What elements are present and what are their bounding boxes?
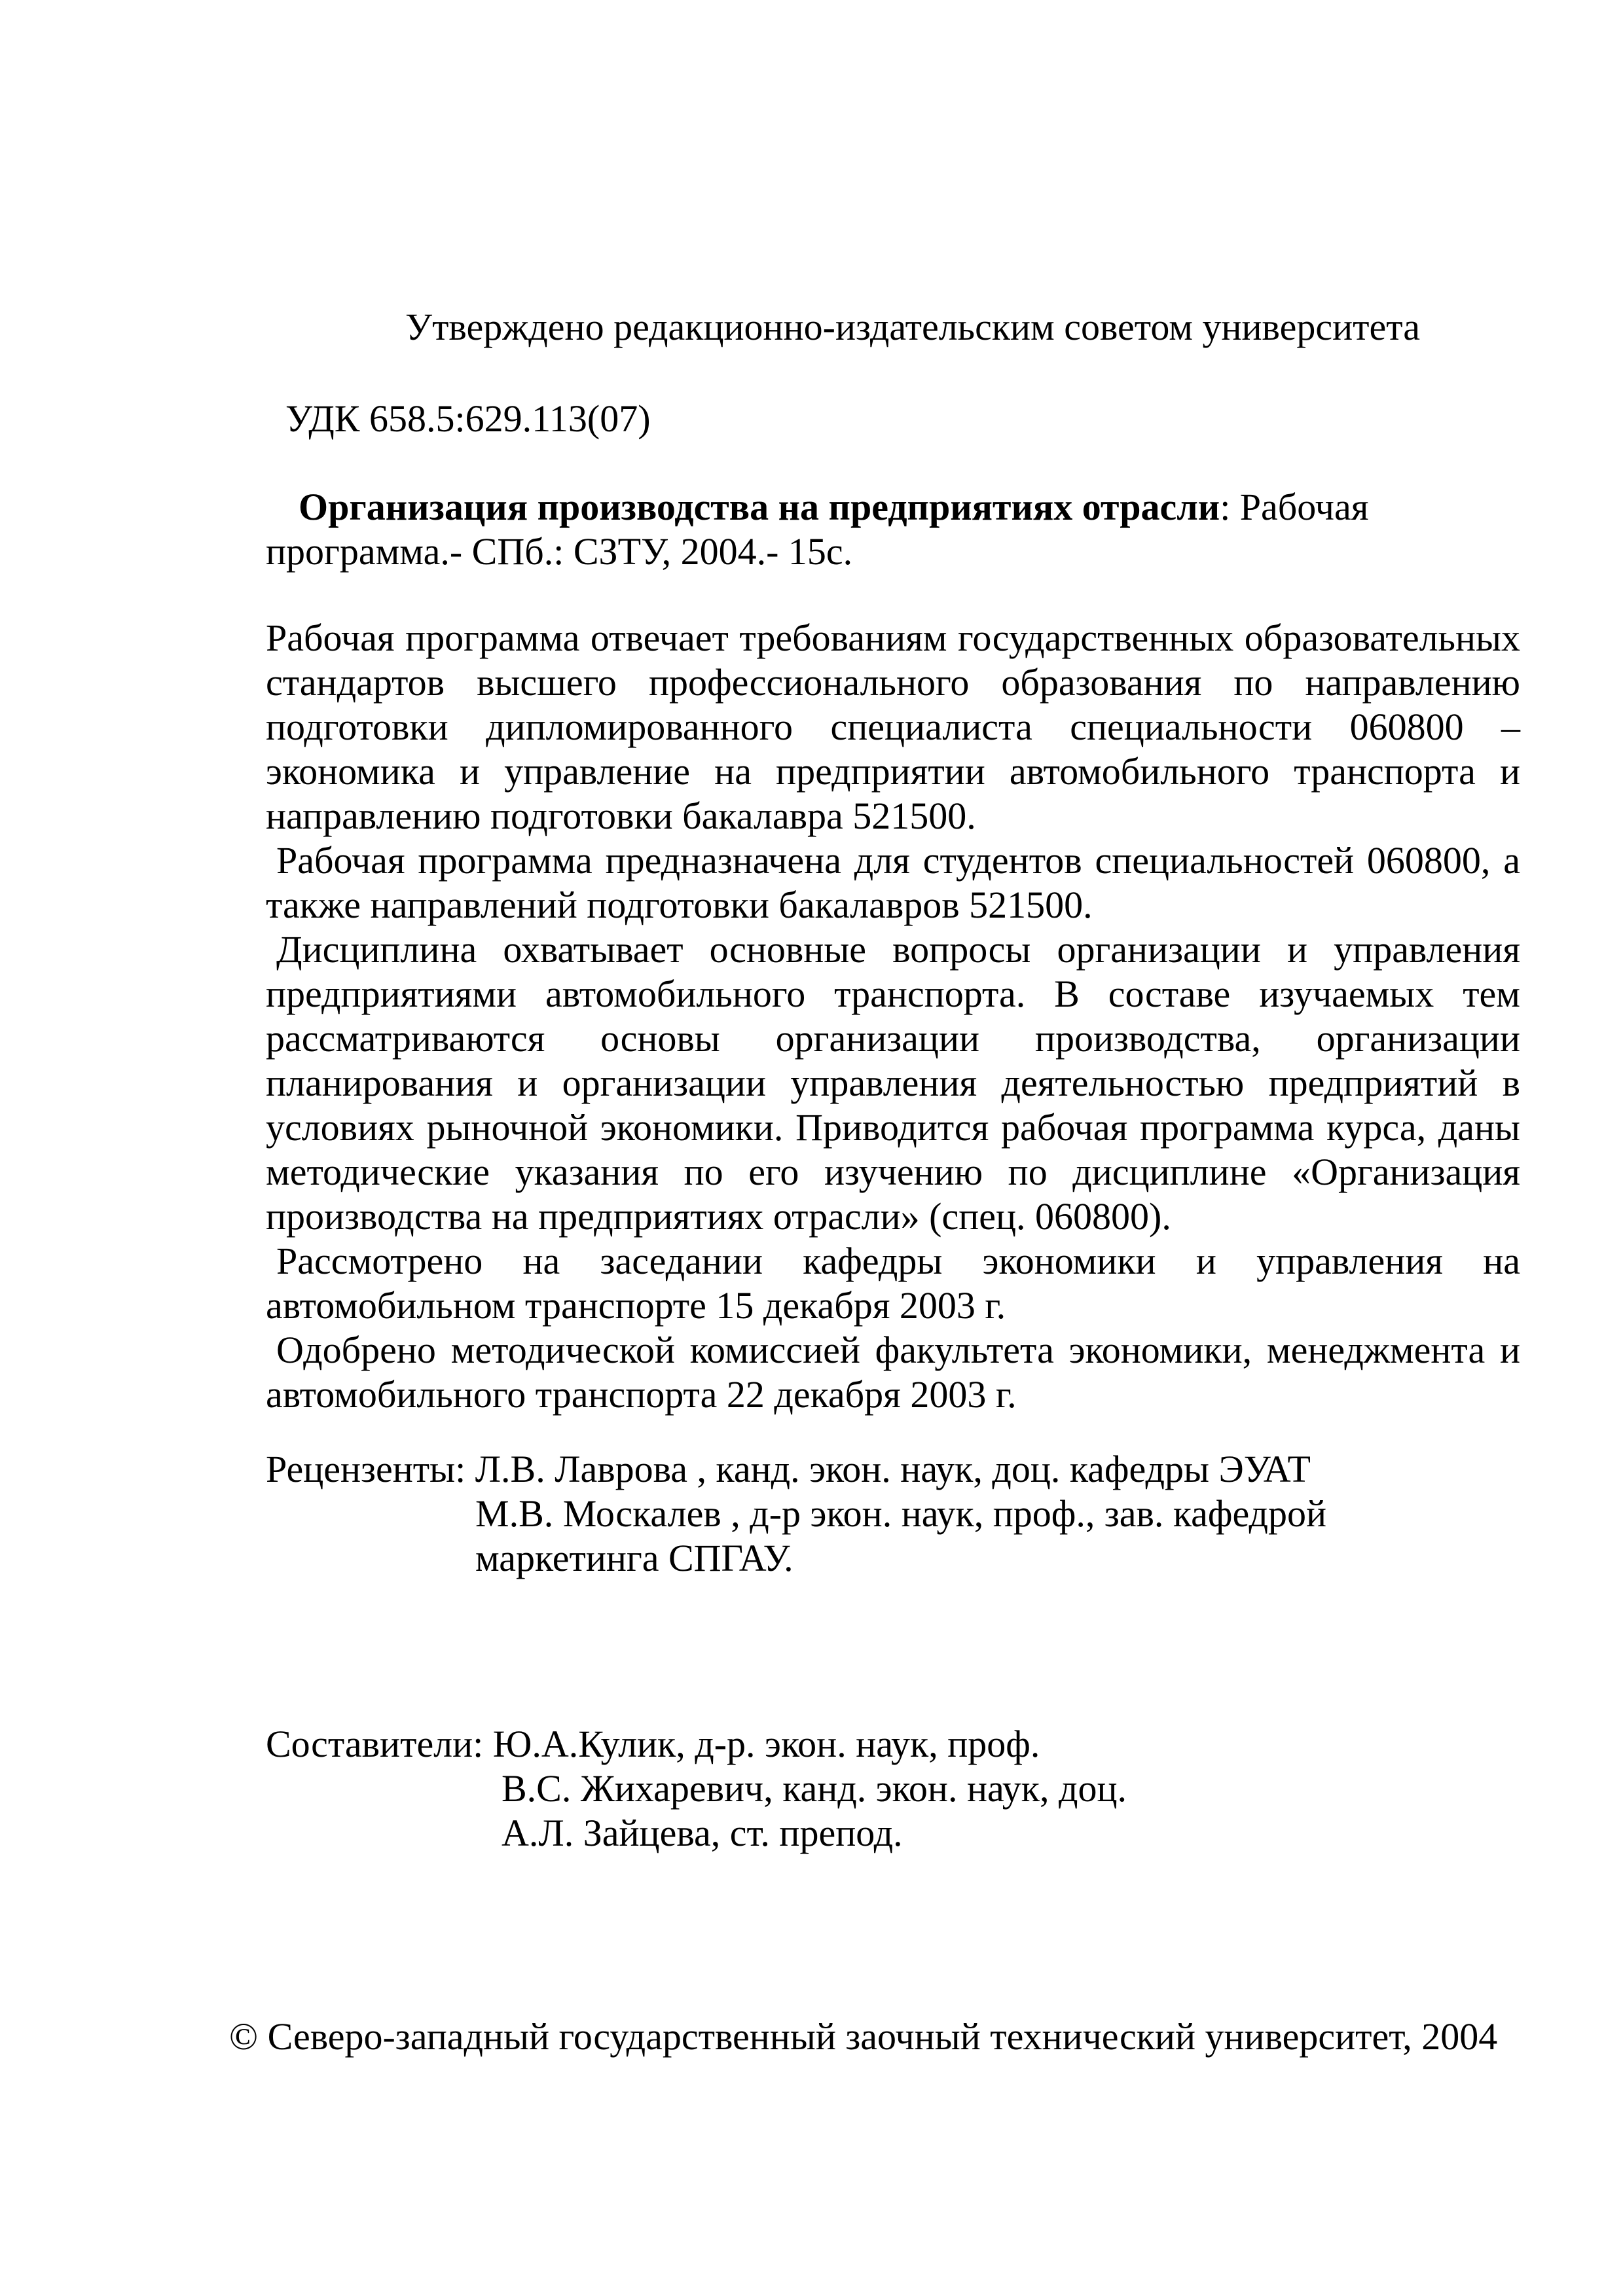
compiler-1: Ю.А.Кулик, д-р. экон. наук, проф. bbox=[492, 1723, 1040, 1765]
title-rest-text: : Рабочая программа.- СПб.: СЗТУ, 2004.- 15с. bbox=[266, 486, 1369, 573]
paragraph-reviewed: Рассмотрено на заседании кафедры экономики и управления на автомобильном транспорте 15 декабря 2003 г. bbox=[266, 1240, 1520, 1327]
reviewers-line-1 bbox=[266, 1447, 1520, 1492]
reviewer-1: Л.В. Лаврова , канд. экон. наук, доц. кафедры ЭУАТ bbox=[475, 1448, 1311, 1490]
reviewers-block bbox=[266, 1447, 1520, 1581]
compilers-label: Составители: bbox=[266, 1723, 484, 1765]
compilers-line-1 bbox=[266, 1722, 1520, 1767]
reviewer-2-continued: маркетинга СПГАУ. bbox=[475, 1537, 793, 1579]
compiler-2: В.С. Жихаревич, канд. экон. наук, доц. bbox=[501, 1767, 1127, 1810]
text-block bbox=[266, 305, 1520, 1856]
compilers-block bbox=[266, 1722, 1520, 1856]
paragraph-discipline: Дисциплина охватывает основные вопросы организации и управления предприятиями автомобильного транспорта. В составе изучаемых тем рассматриваются основы организации производства, организации планирования и организации управления деятельностью предприятий в условиях рыночной экономики. Приводится рабочая программа курса, даны методические указания по его изучению по дисциплине «Организация производства на предприятиях отрасли» (спец. 060800). bbox=[266, 928, 1520, 1238]
reviewer-2: М.В. Москалев , д-р экон. наук, проф., зав. кафедрой bbox=[475, 1492, 1327, 1535]
udk-line: УДК 658.5:629.113(07) bbox=[285, 397, 651, 440]
copyright-line: © Северо-западный государственный заочный технический университет, 2004 bbox=[229, 2015, 1498, 2058]
title-bold-text: Организация производства на предприятиях отрасли bbox=[299, 486, 1220, 528]
paragraph-approved-commission: Одобрено методической комиссией факультета экономики, менеджмента и автомобильного транспорта 22 декабря 2003 г. bbox=[266, 1329, 1520, 1416]
compiler-3: А.Л. Зайцева, ст. препод. bbox=[501, 1812, 903, 1854]
approved-line: Утверждено редакционно-издательским советом университета bbox=[405, 306, 1420, 348]
paragraph-audience: Рабочая программа предназначена для студентов специальностей 060800, а также направлений подготовки бакалавров 521500. bbox=[266, 839, 1520, 926]
title-paragraph bbox=[266, 485, 1520, 574]
reviewers-label: Рецензенты: bbox=[266, 1448, 466, 1490]
paragraph-requirements: Рабочая программа отвечает требованиям государственных образовательных стандартов высшего профессионального образования по направлению подготовки дипломированного специалиста специальности 060800 – экономика и управление на предприятии автомобильного транспорта и направлению подготовки бакалавра 521500. bbox=[266, 617, 1520, 837]
